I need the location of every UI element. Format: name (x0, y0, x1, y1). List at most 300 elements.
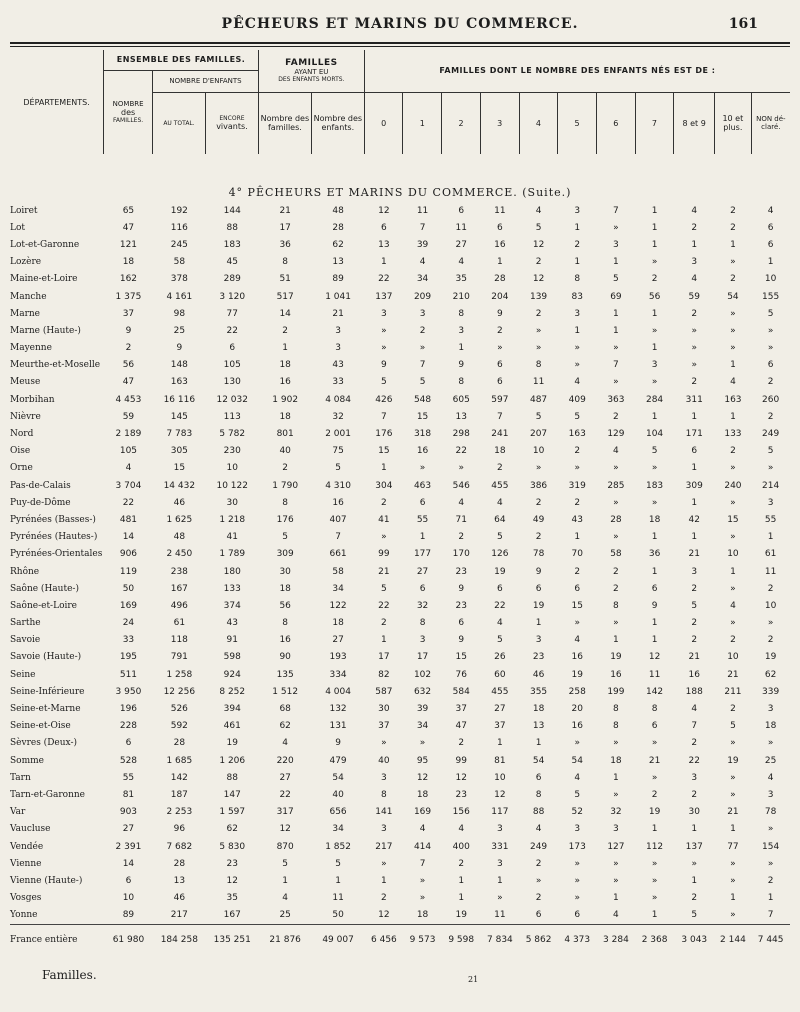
cell-value: 249 (762, 429, 780, 440)
cell-value: 33 (122, 635, 135, 646)
cell-value: 11 (332, 893, 344, 904)
table-row (10, 322, 790, 339)
count-header-10-plus: 10 et plus. (715, 92, 752, 154)
cell-value: 21 (727, 807, 739, 818)
cell-value: » (381, 532, 387, 543)
cell-value: 2 (691, 789, 698, 800)
cell-value: 2 (574, 239, 581, 250)
cell-value: 4 (458, 257, 465, 268)
table-row (10, 305, 790, 322)
table-row (10, 907, 790, 925)
cell-value: » (767, 325, 774, 336)
cell-value: 8 (574, 274, 581, 285)
cell-value: 3 (335, 343, 341, 354)
cell-value: 126 (491, 549, 509, 560)
cell-value: » (730, 910, 736, 921)
cell-value: 1 789 (219, 549, 246, 560)
cell-value: 9 (458, 360, 465, 371)
cell-value: 11 (494, 910, 506, 921)
cell-value: 6 (125, 738, 132, 749)
cell-value: 6 (691, 446, 698, 457)
cell-value: 88 (226, 222, 238, 233)
cell-value: 40 (378, 755, 390, 766)
cell-value: 33 (332, 377, 344, 388)
cell-value: 68 (279, 704, 291, 715)
cell-value: 16 (332, 497, 344, 508)
cell-value: 6 (767, 222, 774, 233)
department-name: Lot-et-Garonne (10, 239, 80, 250)
cell-value: 30 (378, 704, 390, 715)
cell-value: 180 (223, 566, 241, 577)
cell-value: 2 (381, 893, 387, 904)
cell-value: 400 (452, 841, 470, 852)
cell-value: 5 830 (219, 841, 246, 852)
cell-value: 1 258 (166, 669, 193, 680)
department-name: Somme (10, 755, 44, 766)
cell-value: 2 (730, 704, 736, 715)
cell-value: 6 (497, 583, 503, 594)
cell-value: 331 (491, 841, 509, 852)
table-row (10, 357, 790, 374)
cell-value: 5 (613, 274, 619, 285)
cell-value: 37 (455, 704, 467, 715)
cell-value: 7 (419, 858, 426, 869)
cell-value: 5 (282, 858, 289, 869)
cell-value: 1 (651, 308, 658, 319)
cell-value: 22 (688, 755, 700, 766)
cell-value: 32 (332, 411, 344, 422)
cell-value: 7 (419, 360, 426, 371)
cell-value: 240 (724, 480, 742, 491)
cell-value: 1 (691, 875, 698, 886)
cell-value: » (574, 893, 580, 904)
cell-value: 426 (375, 394, 393, 405)
cell-value: 10 (532, 446, 545, 457)
cell-value: 21 (727, 669, 739, 680)
cell-value: 339 (762, 686, 780, 697)
count-header-non-declare: NON dé-claré. (756, 115, 786, 132)
cell-value: 1 (497, 738, 503, 749)
cell-value: » (651, 875, 658, 886)
department-name: Maine-et-Loire (10, 274, 78, 285)
cell-value: 298 (452, 429, 470, 440)
table-row (10, 425, 790, 442)
cell-value: 105 (119, 446, 138, 457)
cell-value: » (613, 463, 619, 474)
cell-value: 3 (767, 497, 774, 508)
cell-value: 176 (375, 429, 393, 440)
cell-value: 2 (497, 325, 503, 336)
cell-value: 188 (685, 686, 703, 697)
cell-value: 147 (223, 789, 241, 800)
department-name: Meurthe-et-Moselle (10, 360, 101, 371)
table-row (10, 236, 790, 253)
cell-value: 2 (613, 583, 619, 594)
cell-value: 870 (276, 841, 294, 852)
cell-value: 132 (329, 704, 347, 715)
cell-value: 8 (282, 257, 289, 268)
table-row (10, 890, 790, 907)
cell-value: 3 (613, 239, 619, 250)
cell-value: 13 (332, 257, 344, 268)
cell-value: 9 573 (403, 924, 442, 955)
cell-value: 18 (332, 618, 344, 629)
cell-value: 3 (535, 635, 542, 646)
cell-value: 12 256 (163, 686, 196, 697)
cell-value: 193 (329, 652, 347, 663)
cell-value: 1 (651, 910, 658, 921)
ayant-eu-label: AYANT EU (294, 68, 329, 77)
cell-value: 10 (727, 652, 739, 663)
cell-value: 2 (535, 257, 542, 268)
department-name: Lozère (10, 257, 42, 268)
cell-value: 2 (730, 274, 736, 285)
cell-value: 65 (122, 205, 135, 216)
table-row (10, 769, 790, 786)
cell-value: 54 (332, 772, 344, 783)
cell-value: 2 (730, 222, 736, 233)
cell-value: 289 (223, 274, 241, 285)
cell-value: 6 (419, 497, 426, 508)
cell-value: 309 (276, 549, 294, 560)
cell-value: 3 (574, 205, 581, 216)
cell-value: 1 (381, 875, 387, 886)
cell-value: 6 (574, 910, 581, 921)
cell-value: 171 (685, 429, 703, 440)
cell-value: 47 (122, 377, 135, 388)
cell-value: 5 (335, 463, 341, 474)
cell-value: 25 (279, 910, 291, 921)
cell-value: 89 (332, 274, 344, 285)
cell-value: 592 (170, 721, 188, 732)
cell-value: 394 (223, 704, 241, 715)
cell-value: » (574, 360, 580, 371)
cell-value: 22 (378, 600, 390, 611)
cell-value: 55 (416, 514, 429, 525)
cell-value: » (651, 738, 658, 749)
department-name: Vaucluse (10, 824, 51, 835)
cell-value: 21 (378, 566, 390, 577)
cell-value: 112 (645, 841, 664, 852)
cell-value: 17 (378, 652, 390, 663)
cell-value: » (613, 618, 619, 629)
cell-value: 8 (419, 618, 426, 629)
cell-value: 18 (279, 360, 291, 371)
cell-value: 196 (119, 704, 138, 715)
cell-value: 3 (613, 824, 619, 835)
cell-value: 46 (173, 893, 186, 904)
cell-value: 309 (685, 480, 703, 491)
cell-value: 16 (688, 669, 700, 680)
cell-value: 10 (764, 600, 777, 611)
cell-value: 28 (173, 738, 186, 749)
cell-value: 2 (767, 411, 774, 422)
cell-value: 1 (691, 824, 698, 835)
cell-value: 1 (651, 205, 658, 216)
cell-value: 19 (610, 652, 622, 663)
cell-value: 4 (535, 824, 542, 835)
cell-value: 15 (173, 463, 186, 474)
cell-value: 55 (764, 514, 777, 525)
cell-value: 1 (651, 824, 658, 835)
cell-value: 4 (613, 446, 619, 457)
cell-value: 98 (173, 308, 186, 319)
cell-value: 5 862 (519, 924, 558, 955)
cell-value: 15 (455, 652, 467, 663)
cell-value: 1 (381, 635, 387, 646)
cell-value: 4 161 (166, 291, 193, 302)
cell-value: 455 (491, 480, 509, 491)
cell-value: 13 (455, 411, 467, 422)
cell-value: 61 980 (104, 924, 153, 955)
cell-value: 27 (332, 635, 344, 646)
department-name: Mayenne (10, 343, 52, 354)
cell-value: 1 790 (272, 480, 299, 491)
cell-value: 3 (691, 772, 698, 783)
cell-value: 113 (223, 411, 241, 422)
table-row (10, 855, 790, 872)
cell-value: 4 084 (325, 394, 351, 405)
table-row (10, 838, 790, 855)
count-header-6: 6 (596, 92, 635, 154)
department-name: Puy-de-Dôme (10, 497, 71, 508)
cell-value: 407 (329, 514, 347, 525)
signature-mark: 21 (468, 975, 479, 984)
department-name: Vendée (10, 841, 44, 852)
cell-value: 83 (571, 291, 583, 302)
cell-value: 1 (691, 463, 698, 474)
cell-value: 145 (170, 411, 188, 422)
cell-value: » (730, 738, 736, 749)
section-title: 4° PÊCHEURS ET MARINS DU COMMERCE. (Suite.) (228, 186, 572, 199)
cell-value: 7 (381, 411, 387, 422)
cell-value: 6 (535, 910, 542, 921)
cell-value: 386 (529, 480, 548, 491)
cell-value: 9 (458, 635, 465, 646)
cell-value: 5 (691, 910, 698, 921)
cell-value: 187 (170, 789, 188, 800)
cell-value: » (381, 343, 387, 354)
cell-value: » (767, 858, 774, 869)
cell-value: 1 (651, 411, 658, 422)
department-name: Sarthe (10, 618, 41, 629)
cell-value: 3 120 (219, 291, 246, 302)
cell-value: 548 (413, 394, 432, 405)
cell-value: 11 (764, 566, 777, 577)
cell-value: 9 (125, 325, 132, 336)
cell-value: 4 (691, 274, 698, 285)
cell-value: 6 (229, 343, 236, 354)
cell-value: 59 (122, 411, 135, 422)
cell-value: 105 (223, 360, 241, 371)
count-header-5: 5 (558, 92, 597, 154)
cell-value: 2 253 (166, 807, 193, 818)
cell-value: 903 (119, 807, 138, 818)
table-row (10, 872, 790, 889)
cell-value: 245 (170, 239, 188, 250)
cell-value: 142 (645, 686, 664, 697)
cell-value: 88 (226, 772, 238, 783)
cell-value: 528 (119, 755, 138, 766)
cell-value: 2 (535, 858, 542, 869)
department-name: Morbihan (10, 394, 55, 405)
cell-value: 1 218 (219, 514, 246, 525)
cell-value: 2 450 (166, 549, 193, 560)
cell-value: 22 (378, 274, 390, 285)
cell-value: 36 (279, 239, 291, 250)
cell-value: 12 032 (216, 394, 248, 405)
cell-value: 3 950 (115, 686, 142, 697)
cell-value: 19 (226, 738, 238, 749)
cell-value: 2 (613, 411, 619, 422)
department-name: Sèvres (Deux-) (10, 738, 78, 749)
cell-value: 60 (494, 669, 506, 680)
cell-value: 8 (282, 618, 289, 629)
cell-value: 142 (170, 772, 188, 783)
cell-value: 169 (119, 600, 138, 611)
cell-value: 305 (170, 446, 188, 457)
cell-value: » (651, 463, 658, 474)
table-row (10, 202, 790, 219)
cell-value: 363 (607, 394, 625, 405)
cell-value: 2 (535, 893, 542, 904)
nb-enfants-header: Nombre des enfants. (311, 92, 364, 154)
cell-value: 27 (416, 566, 429, 577)
department-name: Rhône (10, 566, 40, 577)
cell-value: 16 (416, 446, 429, 457)
cell-value: 3 (767, 704, 774, 715)
cell-value: 5 782 (219, 429, 246, 440)
cell-value: 8 (458, 377, 465, 388)
nombre-label: NOMBRE (112, 100, 144, 109)
familles-label: FAMILLES (285, 58, 338, 69)
cell-value: 5 (381, 377, 387, 388)
cell-value: » (574, 875, 580, 886)
cell-value: 1 (613, 257, 619, 268)
cell-value: 479 (329, 755, 347, 766)
cell-value: 34 (416, 721, 429, 732)
cell-value: 1 (730, 360, 736, 371)
cell-value: 15 (727, 514, 739, 525)
cell-value: 15 (571, 600, 583, 611)
cell-value: 10 122 (216, 480, 248, 491)
cell-value: 1 (335, 875, 341, 886)
des-label: des (121, 108, 136, 118)
cell-value: 4 (497, 497, 503, 508)
cell-value: 3 (691, 566, 698, 577)
cell-value: 55 (122, 772, 135, 783)
cell-value: 22 (226, 325, 238, 336)
cell-value: 374 (223, 600, 241, 611)
cell-value: 14 (122, 858, 135, 869)
cell-value: 7 (691, 721, 698, 732)
cell-value: 2 001 (325, 429, 351, 440)
cell-value: » (651, 325, 658, 336)
cell-value: 4 (574, 772, 581, 783)
cell-value: 117 (491, 807, 509, 818)
total-row (10, 924, 790, 955)
cell-value: 1 (730, 824, 736, 835)
cell-value: 2 (535, 532, 542, 543)
count-header-2: 2 (442, 92, 481, 154)
cell-value: 2 (691, 377, 698, 388)
cell-value: 12 (648, 652, 661, 663)
cell-value: 9 (535, 566, 542, 577)
cell-value: 1 (613, 893, 619, 904)
cell-value: 18 (416, 789, 429, 800)
cell-value: 27 (279, 772, 291, 783)
department-name: Vienne (Haute-) (10, 875, 83, 886)
cell-value: 9 (381, 360, 387, 371)
cell-value: 4 (613, 910, 619, 921)
cell-value: 15 (416, 411, 429, 422)
cell-value: 9 (497, 308, 503, 319)
cell-value: 1 (691, 532, 698, 543)
cell-value: 56 (279, 600, 291, 611)
cell-value: » (458, 463, 464, 474)
cell-value: 43 (332, 360, 344, 371)
cell-value: 238 (170, 566, 188, 577)
department-name: Oise (10, 446, 31, 457)
cell-value: 183 (223, 239, 241, 250)
cell-value: 1 (651, 222, 658, 233)
cell-value: 4 (282, 738, 289, 749)
cell-value: 1 (458, 343, 465, 354)
cell-value: 11 (532, 377, 545, 388)
cell-value: 378 (170, 274, 188, 285)
cell-value: 5 (497, 532, 503, 543)
cell-value: 6 (651, 583, 658, 594)
cell-value: 5 (574, 789, 581, 800)
cell-value: 37 (378, 721, 390, 732)
cell-value: 3 (335, 325, 341, 336)
cell-value: 54 (727, 291, 739, 302)
cell-value: 116 (170, 222, 188, 233)
cell-value: 1 (651, 618, 658, 629)
cell-value: 35 (455, 274, 467, 285)
table-row (10, 786, 790, 803)
department-name: Loiret (10, 205, 38, 216)
cell-value: 3 (419, 635, 426, 646)
cell-value: 5 (767, 308, 774, 319)
cell-value: 46 (173, 497, 186, 508)
cell-value: 5 (282, 532, 289, 543)
count-header-1: 1 (403, 92, 442, 154)
department-name: Marne (10, 308, 41, 319)
count-header-3: 3 (480, 92, 519, 154)
cell-value: 319 (568, 480, 586, 491)
cell-value: 3 043 (674, 924, 715, 955)
cell-value: 5 (535, 222, 542, 233)
cell-value: 76 (455, 669, 467, 680)
cell-value: 3 (497, 858, 503, 869)
cell-value: 4 (767, 772, 774, 783)
cell-value: 605 (452, 394, 470, 405)
cell-value: 35 (226, 893, 238, 904)
cell-value: » (651, 893, 658, 904)
cell-value: 1 (574, 257, 581, 268)
cell-value: » (497, 893, 503, 904)
cell-value: 48 (173, 532, 186, 543)
cell-value: 148 (170, 360, 188, 371)
table-row (10, 288, 790, 305)
cell-value: 6 456 (365, 924, 404, 955)
cell-value: 199 (607, 686, 625, 697)
cell-value: 16 (571, 652, 583, 663)
cell-value: 584 (452, 686, 470, 697)
cell-value: 26 (494, 652, 506, 663)
cell-value: 1 (535, 618, 542, 629)
